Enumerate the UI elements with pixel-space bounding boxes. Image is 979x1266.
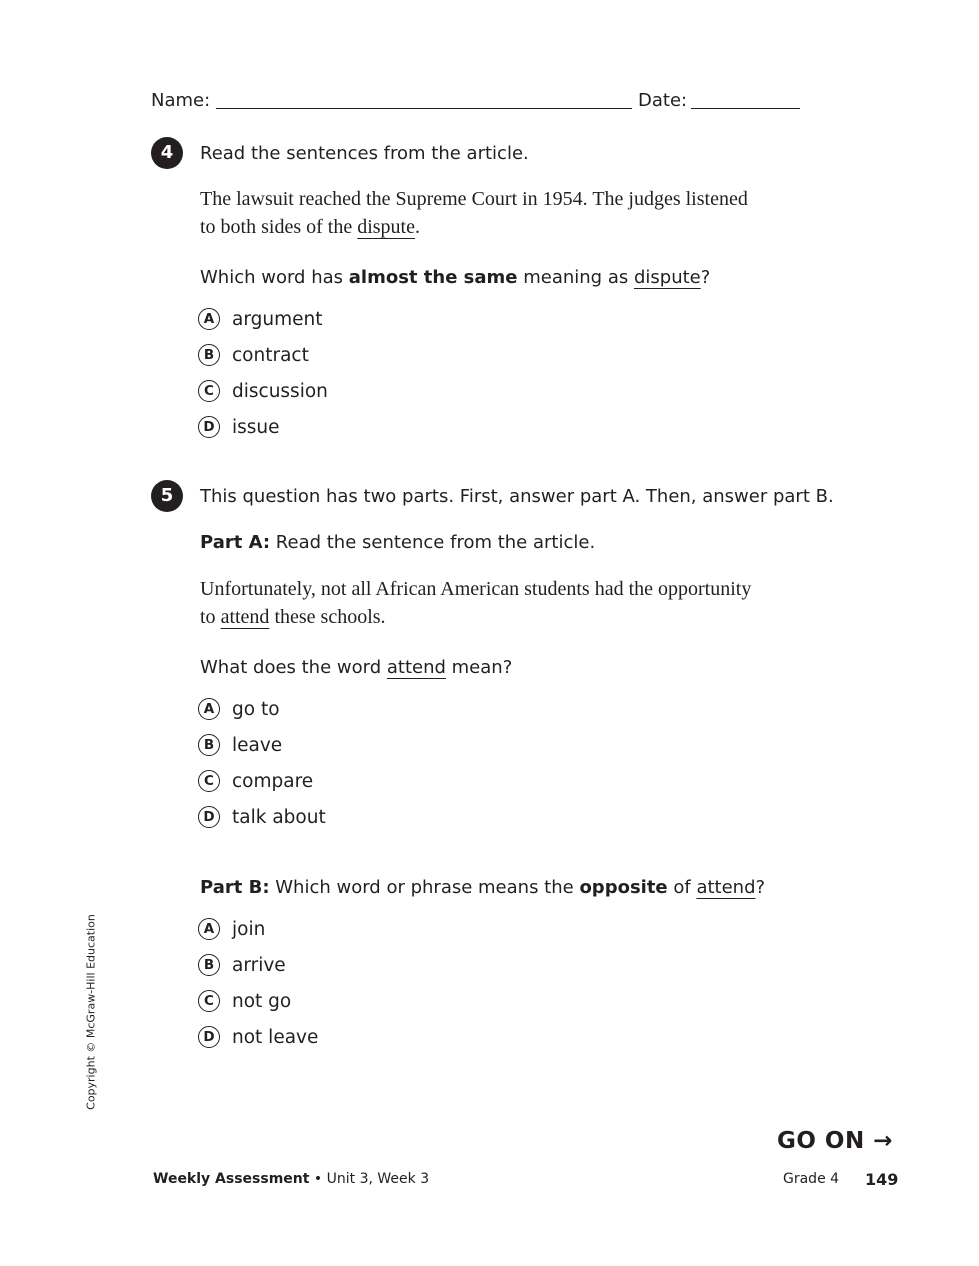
- question-5-intro: This question has two parts. First, answer part A. Then, answer part B.: [200, 486, 834, 507]
- question-4-intro: Read the sentences from the article.: [200, 143, 529, 164]
- option-label: discussion: [232, 380, 328, 402]
- footer-unit: Unit 3, Week 3: [326, 1171, 430, 1187]
- name-label: Name:: [151, 90, 211, 111]
- prompt-text: ?: [700, 267, 711, 288]
- answer-bubble[interactable]: C: [198, 770, 220, 792]
- underlined-word-attend: attend: [386, 657, 446, 678]
- copyright-notice: Copyright © McGraw-Hill Education: [84, 914, 98, 1110]
- name-field-line[interactable]: [216, 108, 632, 109]
- q5a-option-a[interactable]: [198, 695, 280, 723]
- date-label: Date:: [638, 90, 688, 111]
- prompt-emphasis: opposite: [579, 877, 668, 898]
- option-label: not leave: [232, 1026, 319, 1048]
- option-label: issue: [232, 416, 280, 438]
- part-b-prompt: [200, 877, 765, 898]
- option-label: argument: [232, 308, 323, 330]
- passage-line: [200, 213, 830, 241]
- prompt-text: Which word has: [200, 267, 349, 288]
- passage-line: Unfortunately, not all African American students had the opportunity: [200, 578, 752, 600]
- answer-bubble[interactable]: B: [198, 954, 220, 976]
- answer-bubble[interactable]: D: [198, 1026, 220, 1048]
- passage-line: [200, 603, 830, 631]
- prompt-text: Read the sentence from the article.: [270, 532, 596, 553]
- question-4-prompt: [200, 267, 710, 288]
- footer-grade: Grade 4: [783, 1171, 840, 1187]
- q4-option-b[interactable]: [198, 341, 309, 369]
- passage-line: The lawsuit reached the Supreme Court in 1954. The judges listened: [200, 188, 748, 210]
- question-4-passage: [200, 185, 830, 241]
- q4-option-c[interactable]: [198, 377, 328, 405]
- q5b-option-b[interactable]: [198, 951, 286, 979]
- answer-bubble[interactable]: D: [198, 416, 220, 438]
- prompt-text: ?: [755, 877, 766, 898]
- page-number: 149: [865, 1170, 899, 1189]
- underlined-word-dispute: dispute: [357, 216, 415, 238]
- q5b-option-a[interactable]: [198, 915, 265, 943]
- q4-option-d[interactable]: [198, 413, 280, 441]
- footer-separator: •: [309, 1171, 327, 1187]
- footer-assessment-title: Weekly Assessment: [153, 1171, 310, 1187]
- part-b-label: Part B:: [200, 877, 270, 898]
- option-label: arrive: [232, 954, 286, 976]
- option-label: go to: [232, 698, 280, 720]
- footer-assessment-info: [153, 1171, 429, 1187]
- answer-bubble[interactable]: A: [198, 698, 220, 720]
- option-label: not go: [232, 990, 292, 1012]
- q4-option-a[interactable]: [198, 305, 322, 333]
- underlined-word-dispute: dispute: [633, 267, 701, 288]
- answer-bubble[interactable]: B: [198, 344, 220, 366]
- answer-bubble[interactable]: A: [198, 918, 220, 940]
- part-a-instruction: [200, 532, 595, 553]
- part-a-prompt: [200, 657, 512, 678]
- date-field-line[interactable]: [691, 108, 800, 109]
- prompt-text: meaning as: [517, 267, 634, 288]
- question-4-number: 4: [151, 137, 183, 169]
- option-label: talk about: [232, 806, 326, 828]
- answer-bubble[interactable]: C: [198, 380, 220, 402]
- option-label: contract: [232, 344, 309, 366]
- prompt-emphasis: almost the same: [348, 267, 518, 288]
- q5a-option-d[interactable]: [198, 803, 326, 831]
- passage-text: these schools.: [269, 606, 386, 628]
- part-a-passage: [200, 575, 830, 631]
- underlined-word-attend: attend: [220, 606, 270, 628]
- q5a-option-b[interactable]: [198, 731, 282, 759]
- q5b-option-d[interactable]: [198, 1023, 318, 1051]
- underlined-word-attend: attend: [696, 877, 756, 898]
- answer-bubble[interactable]: B: [198, 734, 220, 756]
- prompt-text: Which word or phrase means the: [269, 877, 580, 898]
- passage-text: to: [200, 606, 221, 628]
- option-label: leave: [232, 734, 283, 756]
- answer-bubble[interactable]: D: [198, 806, 220, 828]
- go-on-indicator: GO ON →: [776, 1128, 893, 1154]
- answer-bubble[interactable]: C: [198, 990, 220, 1012]
- option-label: join: [232, 918, 266, 940]
- prompt-text: What does the word: [200, 657, 387, 678]
- prompt-text: of: [667, 877, 697, 898]
- option-label: compare: [232, 770, 314, 792]
- q5b-option-c[interactable]: [198, 987, 291, 1015]
- question-5-number: 5: [151, 480, 183, 512]
- passage-text: .: [415, 216, 420, 238]
- q5a-option-c[interactable]: [198, 767, 313, 795]
- answer-bubble[interactable]: A: [198, 308, 220, 330]
- prompt-text: mean?: [445, 657, 513, 678]
- part-a-label: Part A:: [200, 532, 271, 553]
- passage-text: to both sides of the: [200, 216, 358, 238]
